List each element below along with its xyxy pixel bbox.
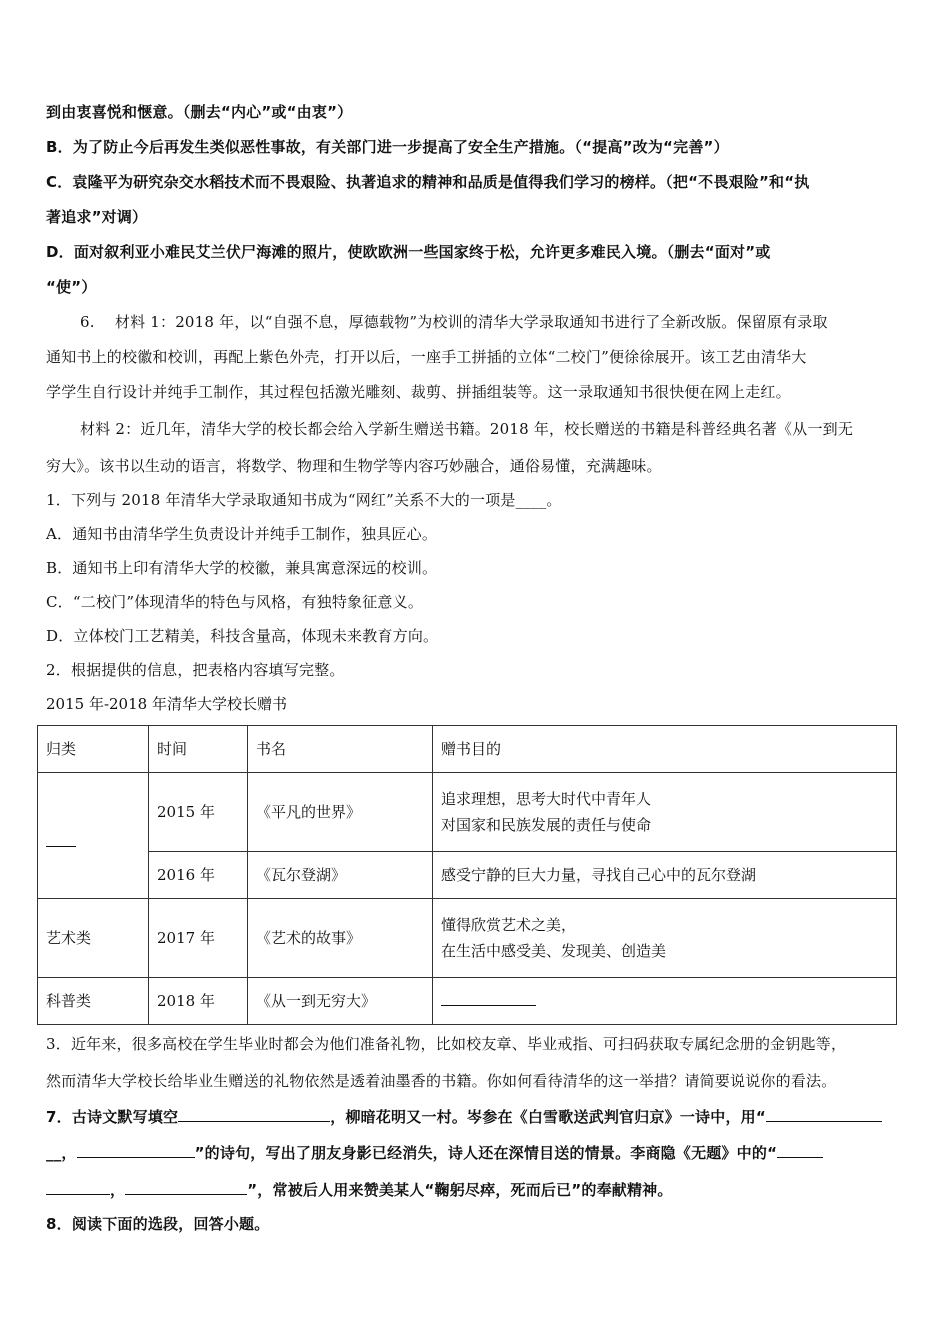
purpose-line: 在生活中感受美、发现美、创造美 — [441, 942, 667, 960]
q6-sub1-option-d: D．立体校门工艺精美，科技含量高，体现未来教育方向。 — [46, 627, 439, 645]
header-book: 书名 — [248, 726, 433, 773]
q6-sub1-question: 1．下列与 2018 年清华大学录取通知书成为“网红”关系不大的一项是____。 — [46, 491, 562, 509]
q6-sub1-option-a: A．通知书由清华学生负责设计并纯手工制作，独具匠心。 — [46, 525, 438, 543]
q7-text: ”的诗句，写出了朋友身影已经消失，诗人还在深情目送的情景。李商隐《无题》中的“ — [194, 1144, 778, 1162]
q7-text: ， — [110, 1181, 126, 1199]
q6-material1-line3: 学学生自行设计并纯手工制作，其过程包括激光雕刻、裁剪、拼插组装等。这一录取通知书很快便在网上走红。 — [46, 383, 791, 401]
q5-option-d-line2: “使”） — [46, 278, 97, 296]
q6-material2-line1: 材料 2：近几年，清华大学的校长都会给入学新生赠送书籍。2018 年，校长赠送的书籍是科普经典名著《从一到无 — [80, 420, 854, 438]
category-blank-cell[interactable] — [38, 773, 149, 899]
fill-blank[interactable] — [178, 1107, 330, 1122]
q7-text: __， — [46, 1144, 77, 1162]
book-cell: 《艺术的故事》 — [248, 899, 433, 978]
table-row — [38, 978, 897, 1025]
table-caption: 2015 年-2018 年清华大学校长赠书 — [46, 695, 287, 713]
purpose-line: 对国家和民族发展的责任与使命 — [441, 816, 652, 834]
q6-sub3-line1: 3．近年来，很多高校在学生毕业时都会为他们准备礼物，比如校友章、毕业戒指、可扫码获取专属纪念册的金钥匙等， — [46, 1035, 847, 1053]
category-cell: 科普类 — [38, 978, 149, 1025]
q7-line2 — [46, 1143, 823, 1163]
year-cell: 2015 年 — [149, 773, 248, 852]
fill-blank[interactable] — [777, 1143, 823, 1158]
q6-material1-line1: 6. 材料 1：2018 年，以“自强不息，厚德载物”为校训的清华大学录取通知书进行了全新改版。保留原有录取 — [80, 313, 828, 331]
q5-option-c-line2: 著追求”对调） — [46, 208, 148, 226]
q6-material1-line2: 通知书上的校徽和校训，再配上紫色外壳，打开以后，一座手工拼插的立体“二校门”便徐徐展开。该工艺由清华大 — [46, 348, 807, 366]
table-header-row — [38, 726, 897, 773]
header-category: 归类 — [38, 726, 149, 773]
purpose-cell: 感受宁静的巨大力量，寻找自己心中的瓦尔登湖 — [433, 852, 897, 899]
fill-blank[interactable] — [125, 1180, 247, 1195]
purpose-blank[interactable] — [441, 993, 536, 1006]
q6-material2-line2: 穷大》。该书以生动的语言，将数学、物理和生物学等内容巧妙融合，通俗易懂，充满趣味。 — [46, 457, 662, 475]
book-cell: 《平凡的世界》 — [248, 773, 433, 852]
table-row — [38, 899, 897, 978]
year-cell: 2017 年 — [149, 899, 248, 978]
table-row — [38, 852, 897, 899]
q6-sub2-question: 2．根据提供的信息，把表格内容填写完整。 — [46, 661, 345, 679]
q7-prompt: 7．古诗文默写填空 — [46, 1108, 179, 1126]
header-year: 时间 — [149, 726, 248, 773]
q5-option-d-line1: D．面对叙利亚小难民艾兰伏尸海滩的照片，使欧欧洲一些国家终于松，允许更多难民入境。（删去“面对”或 — [46, 243, 771, 261]
q6-sub1-option-b: B．通知书上印有清华大学的校徽，兼具寓意深远的校训。 — [46, 559, 438, 577]
purpose-cell — [433, 899, 897, 978]
category-cell: 艺术类 — [38, 899, 149, 978]
q5-option-a-continuation: 到由衷喜悦和惬意。（删去“内心”或“由衷”） — [46, 103, 353, 121]
fill-blank[interactable] — [46, 1180, 110, 1195]
gift-books-table — [37, 725, 897, 1025]
q7-line1 — [46, 1107, 882, 1127]
q7-text: ”，常被后人用来赞美某人“鞠躬尽瘁，死而后已”的奉献精神。 — [247, 1181, 673, 1199]
fill-blank[interactable] — [77, 1143, 195, 1158]
q7-line3 — [46, 1180, 673, 1200]
year-cell: 2018 年 — [149, 978, 248, 1025]
book-cell: 《瓦尔登湖》 — [248, 852, 433, 899]
q5-option-c-line1: C．袁隆平为研究杂交水稻技术而不畏艰险、执著追求的精神和品质是值得我们学习的榜样。（把“不畏艰险”和“执 — [46, 173, 810, 191]
book-cell: 《从一到无穷大》 — [248, 978, 433, 1025]
q5-option-b: B．为了防止今后再发生类似恶性事故，有关部门进一步提高了安全生产措施。（“提高”改为“完善”） — [46, 138, 729, 156]
purpose-line: 懂得欣赏艺术之美， — [441, 916, 577, 934]
year-cell: 2016 年 — [149, 852, 248, 899]
fill-blank[interactable] — [766, 1107, 882, 1122]
purpose-line: 追求理想，思考大时代中青年人 — [441, 790, 652, 808]
header-purpose: 赠书目的 — [433, 726, 897, 773]
table-row — [38, 773, 897, 852]
q6-sub3-line2: 然而清华大学校长给毕业生赠送的礼物依然是透着油墨香的书籍。你如何看待清华的这一举措？请简要说说你的看法。 — [46, 1072, 837, 1090]
purpose-blank-cell[interactable] — [433, 978, 897, 1025]
purpose-cell — [433, 773, 897, 852]
q6-sub1-option-c: C．“二校门”体现清华的特色与风格，有独特象征意义。 — [46, 593, 424, 611]
q7-text: ，柳暗花明又一村。岑参在《白雪歌送武判官归京》一诗中，用“ — [330, 1108, 766, 1126]
q8-prompt: 8．阅读下面的选段，回答小题。 — [46, 1215, 270, 1233]
category-blank[interactable] — [46, 836, 76, 847]
